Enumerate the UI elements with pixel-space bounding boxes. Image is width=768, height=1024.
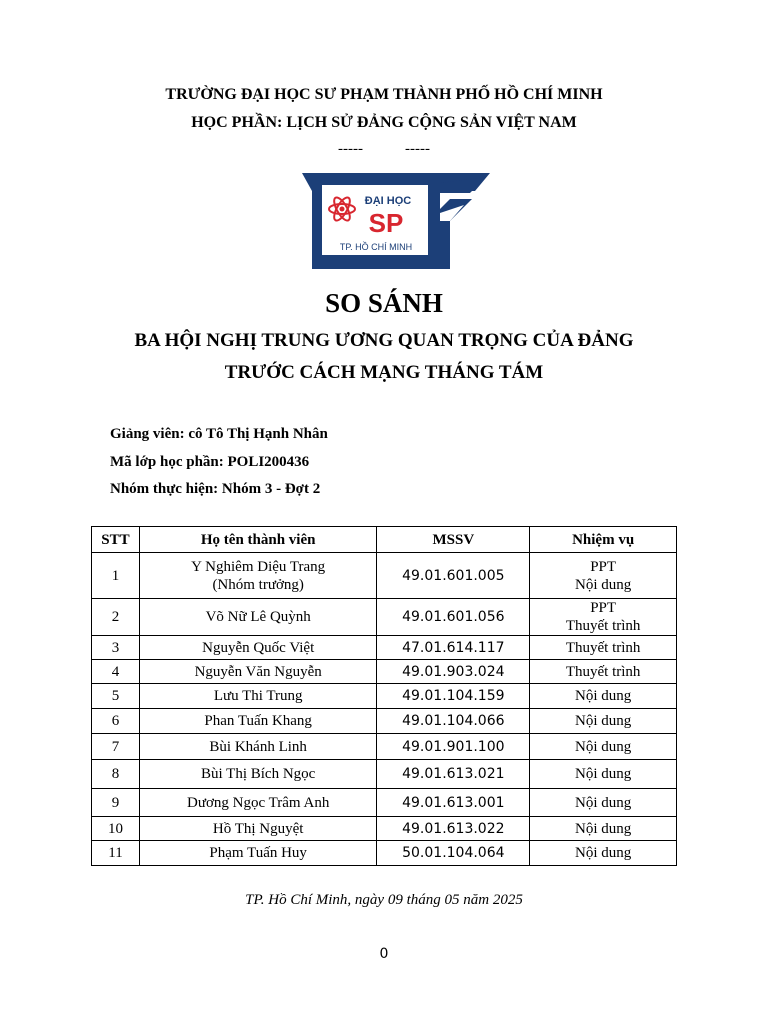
task-primary: PPT xyxy=(590,600,617,616)
cell-mssv: 49.01.104.066 xyxy=(377,709,530,734)
header-name: Họ tên thành viên xyxy=(139,527,376,553)
table-row xyxy=(92,709,677,734)
cell-stt: 11 xyxy=(92,841,140,866)
cell-mssv: 49.01.601.005 xyxy=(377,553,530,599)
cell-task: Nội dung xyxy=(530,789,677,817)
cell-name: Bùi Khánh Linh xyxy=(139,734,376,760)
cell-task: Thuyết trình xyxy=(530,660,677,684)
cell-name: Bùi Thị Bích Ngọc xyxy=(139,760,376,789)
cell-name: Lưu Thi Trung xyxy=(139,684,376,709)
cell-task: Nội dung xyxy=(530,841,677,866)
cell-stt: 9 xyxy=(92,789,140,817)
table-row xyxy=(92,599,677,636)
cell-stt: 5 xyxy=(92,684,140,709)
header-stt: STT xyxy=(92,527,140,553)
cell-stt: 8 xyxy=(92,760,140,789)
table-header-row xyxy=(92,527,677,553)
cell-mssv: 49.01.901.100 xyxy=(377,734,530,760)
course-name: HỌC PHẦN: LỊCH SỬ ĐẢNG CỘNG SẢN VIỆT NAM xyxy=(191,114,577,131)
cell-task: Nội dung xyxy=(530,817,677,841)
document-title: SO SÁNH xyxy=(325,288,443,318)
cell-task xyxy=(530,599,677,636)
lecturer-info: Giảng viên: cô Tô Thị Hạnh Nhân xyxy=(110,426,328,442)
logo-text-city: TP. HỒ CHÍ MINH xyxy=(339,242,413,252)
document-subtitle-line1: BA HỘI NGHỊ TRUNG ƯƠNG QUAN TRỌNG CỦA ĐẢNG xyxy=(134,330,634,351)
cell-stt: 3 xyxy=(92,636,140,660)
cell-name: Phan Tuấn Khang xyxy=(139,709,376,734)
cell-mssv: 50.01.104.064 xyxy=(377,841,530,866)
cell-mssv: 49.01.903.024 xyxy=(377,660,530,684)
task-secondary: Nội dung xyxy=(575,576,632,593)
cell-name: Nguyễn Quốc Việt xyxy=(139,636,376,660)
table-row xyxy=(92,660,677,684)
class-code-info: Mã lớp học phần: POLI200436 xyxy=(110,454,310,470)
members-table xyxy=(91,526,677,866)
cell-task: Nội dung xyxy=(530,684,677,709)
document-subtitle-line2: TRƯỚC CÁCH MẠNG THÁNG TÁM xyxy=(224,362,544,383)
cell-task: Nội dung xyxy=(530,734,677,760)
cell-mssv: 49.01.601.056 xyxy=(377,599,530,636)
cell-mssv: 49.01.613.021 xyxy=(377,760,530,789)
place-and-date: TP. Hồ Chí Minh, ngày 09 tháng 05 năm 2025 xyxy=(245,892,523,908)
cell-mssv: 49.01.613.001 xyxy=(377,789,530,817)
logo-text-dai-hoc: ĐẠI HỌC xyxy=(364,195,412,207)
cell-mssv: 47.01.614.117 xyxy=(377,636,530,660)
cell-task: Nội dung xyxy=(530,709,677,734)
cell-mssv: 49.01.613.022 xyxy=(377,817,530,841)
logo-text-sp: SP xyxy=(368,208,404,238)
cell-stt: 6 xyxy=(92,709,140,734)
cell-name xyxy=(139,553,376,599)
header-mssv: MSSV xyxy=(377,527,530,553)
table-row xyxy=(92,841,677,866)
cell-name: Hồ Thị Nguyệt xyxy=(139,817,376,841)
cell-name: Dương Ngọc Trâm Anh xyxy=(139,789,376,817)
cell-mssv: 49.01.104.159 xyxy=(377,684,530,709)
cell-stt: 2 xyxy=(92,599,140,636)
separator-dashes xyxy=(0,141,768,158)
cell-task: Nội dung xyxy=(530,760,677,789)
cell-stt: 7 xyxy=(92,734,140,760)
table-row xyxy=(92,760,677,789)
cell-stt: 1 xyxy=(92,553,140,599)
member-role-note: (Nhóm trưởng) xyxy=(212,576,304,593)
member-name: Y Nghiêm Diệu Trang xyxy=(191,558,326,575)
dash-right: ----- xyxy=(405,141,430,157)
dash-left: ----- xyxy=(338,141,363,157)
table-row xyxy=(92,817,677,841)
cell-stt: 4 xyxy=(92,660,140,684)
cell-task: Thuyết trình xyxy=(530,636,677,660)
task-secondary: Thuyết trình xyxy=(565,618,641,634)
table-row xyxy=(92,734,677,760)
cell-name: Nguyễn Văn Nguyễn xyxy=(139,660,376,684)
table-row xyxy=(92,684,677,709)
cell-name: Phạm Tuấn Huy xyxy=(139,841,376,866)
university-name: TRƯỜNG ĐẠI HỌC SƯ PHẠM THÀNH PHỐ HỒ CHÍ MINH xyxy=(165,86,603,103)
header-task: Nhiệm vụ xyxy=(530,527,677,553)
cell-task xyxy=(530,553,677,599)
table-row xyxy=(92,553,677,599)
task-primary: PPT xyxy=(590,558,617,575)
page-number: 0 xyxy=(379,946,389,962)
group-info: Nhóm thực hiện: Nhóm 3 - Đợt 2 xyxy=(110,481,321,497)
cell-stt: 10 xyxy=(92,817,140,841)
table-row xyxy=(92,789,677,817)
table-row xyxy=(92,636,677,660)
university-logo xyxy=(300,171,492,275)
cell-name: Võ Nữ Lê Quỳnh xyxy=(139,599,376,636)
